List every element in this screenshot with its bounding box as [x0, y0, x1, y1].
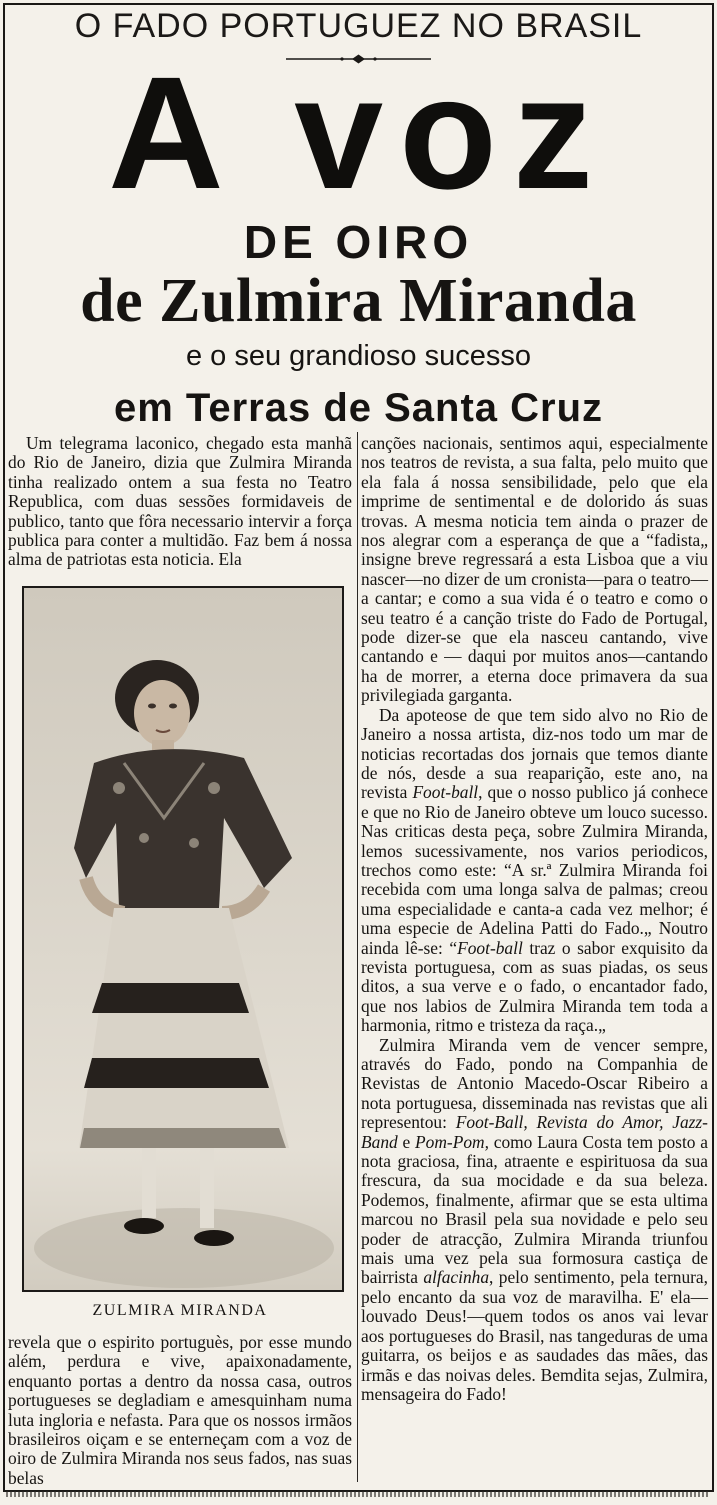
subheadline: e o seu grandioso sucesso: [186, 340, 531, 372]
text-run: traz o sabor exquisito da revista portuguesa, com as suas piadas, os seus ditos, a sua verve e o fado, o encantador fado, que nos labios de Zulmira Miranda tem toda a harmonia, ritmo e tristeza da raça.„: [361, 937, 709, 1036]
italic-title: Foot-Ball, Revista do Amor, Jazz-Band: [361, 1112, 708, 1152]
deck-de-oiro: DE OIRO: [243, 216, 474, 268]
deck-santa-cruz: em Terras de Santa Cruz: [113, 386, 604, 430]
main-headline: A voz: [108, 43, 609, 222]
italic-word: alfacinha: [423, 1267, 490, 1288]
text-run: , pelo sentimento, pela ternura, pelo encanto da sua voz de maravilha. E' ela—louvado Deus!—quem todos os anos vai levar aos portugueses do Brasil, nas tangeduras de uma guitarra, os beijos e as saudades das mães, das irmãs e das noivas deles. Bemdita sejas, Zulmira, mensageira do Fado!: [361, 1267, 708, 1404]
text-run: como Laura Costa tem posto a nota graciosa, fina, atraente e espirituosa da sua frescura, da sua mocidade e da sua beleza. Podemos, finalmente, afirmar que se esta ultima marcou no Brasil pela sua novidade e pelo seu poder de atracção, Zulmira Miranda triunfou mais uma vez pela sua formosura castiça de bairrista: [361, 1131, 708, 1288]
paragraph: revela que o espirito portuguès, por esse mundo além, perdura e vive, apaixonadamente, enquanto portas a dentro da nossa casa, outros portugueses se degladiam e amesquinham numa luta ingloria e nefasta. Para que os nossos irmãos brasileiros oiçam e se enterneçam com a voz de oiro de Zulmira Miranda nos seus fados, nas suas belas: [8, 1332, 352, 1488]
bottom-border-rule: [6, 1491, 710, 1497]
italic-title: Foot-ball: [457, 937, 523, 958]
paragraph: [361, 1036, 708, 1405]
article-column-1-bottom: [8, 1333, 352, 1488]
article-column-1-top: [8, 434, 352, 570]
text-run: Da apoteose de que tem sido alvo no Rio de Janeiro a nossa artista, diz-nos todo um mar de noticias recortadas dos jornais que temos diante de nós, desde a sua reaparição, este ano, na revista: [361, 704, 708, 803]
text-run: , que o nosso publico já conhece e que no Rio de Janeiro obteve um louco sucesso. Nas criticas desta peça, sobre Zulmira Miranda, lemos sucessivamente, nos varios periodicos, trechos como este: “A sr.ª Zulmira Miranda foi recebida com uma longa salva de palmas; creou uma especialidade e canta-a cada vez melhor; é uma especie de Adelina Patti do Fado.„ Noutro ainda lê-se: “: [361, 782, 709, 958]
column-divider: [357, 432, 358, 1482]
headline-name: de Zulmira Miranda: [80, 267, 637, 335]
italic-title: Foot-ball: [412, 782, 479, 803]
paragraph: Um telegrama laconico, chegado esta manhã do Rio de Janeiro, dizia que Zulmira Miranda tinha realizado ontem a sua festa no Teatro Republica, com duas sessões formidaveis de publico, tanto que fôra necessario intervir a força publica para conter a multidão. Faz bem á nossa alma de patriotas esta noticia. Ela: [8, 433, 352, 570]
photo-caption: ZULMIRA MIRANDA: [92, 1302, 268, 1319]
paragraph: [361, 706, 708, 1036]
text-run: e: [397, 1131, 416, 1152]
text-run: Zulmira Miranda vem de vencer sempre, através do Fado, pondo na Companhia de Revistas de Antonio Macedo-Oscar Ribeiro a nota portuguesa, disseminada nas revistas que ali representou:: [361, 1034, 708, 1133]
portrait-illustration: [24, 588, 342, 1290]
article-column-2: [361, 434, 708, 1404]
italic-title: Pom-Pom,: [415, 1131, 489, 1152]
paragraph: canções nacionais, sentimos aqui, especialmente nos teatros de revista, a sua falta, pelo muito que ela fala á nossa sensibilidade, pelo que ela imprime de sentimental e de dolorido ás suas trovas. A mesma noticia tem ainda o prazer de nos alegrar com a esperança de que a “fadista„ insigne breve regressará a esta Lisboa que a viu nascer—no dizer de um cronista—para o teatro—a cantar; e como a sua vida é o teatro e como o seu teatro é a canção triste do Fado de Portugal, pode dizer-se que ela nasceu cantando, vive cantando e — daqui por muitos anos—cantando ha de morrer, a eterna doce primavera da sua privilegiada garganta.: [361, 433, 708, 706]
portrait-photo: [22, 586, 344, 1292]
kicker-headline: O FADO PORTUGUEZ NO BRASIL: [74, 7, 643, 45]
